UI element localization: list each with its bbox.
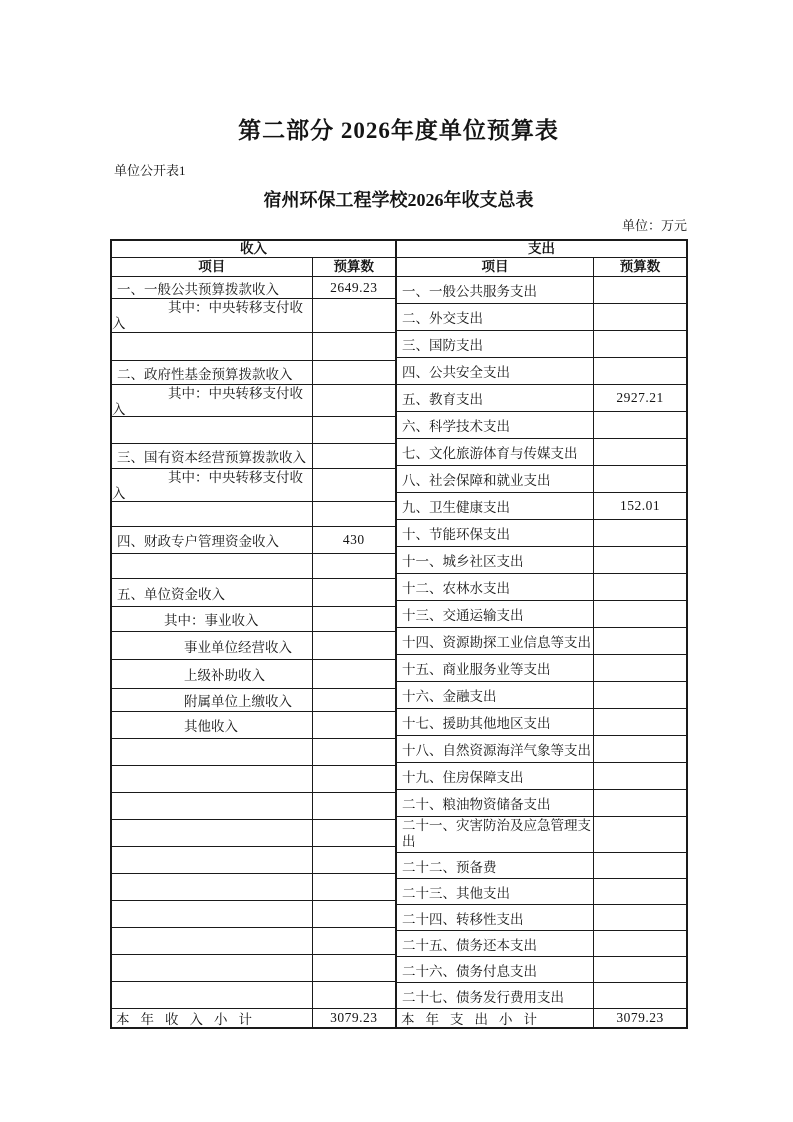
- income-total-row: [112, 1009, 395, 1027]
- expense-row: [397, 628, 686, 655]
- expense-item-cell: 三、国防支出: [397, 331, 594, 357]
- expense-row: [397, 879, 686, 905]
- income-value-cell: [313, 766, 395, 792]
- expense-value-cell: [594, 682, 686, 708]
- income-row: [112, 847, 395, 874]
- income-row: [112, 299, 395, 333]
- expense-row: [397, 466, 686, 493]
- income-row: [112, 739, 395, 766]
- expense-item-cell: 二十一、灾害防治及应急管理支出: [397, 817, 594, 852]
- income-item-cell: [112, 793, 313, 819]
- expense-row: [397, 304, 686, 331]
- expense-value-cell: [594, 763, 686, 789]
- income-row: [112, 502, 395, 527]
- expense-item-cell: 二十二、预备费: [397, 853, 594, 878]
- income-item-cell: 一、一般公共预算拨款收入: [112, 277, 313, 298]
- expense-row: [397, 655, 686, 682]
- expense-item-column-header: 项目: [397, 258, 594, 276]
- expense-row: [397, 905, 686, 931]
- expense-budget-column-header: 预算数: [619, 259, 661, 274]
- expense-item-cell: 四、公共安全支出: [397, 358, 594, 384]
- income-value-cell: [313, 820, 395, 846]
- expense-item-cell: 二十三、其他支出: [397, 879, 594, 904]
- income-item-cell: [112, 417, 313, 443]
- expense-value-cell: [594, 601, 686, 627]
- expense-row: [397, 520, 686, 547]
- income-item-cell: [112, 502, 313, 526]
- income-value-cell: [313, 793, 395, 819]
- expense-item-cell: 十、节能环保支出: [397, 520, 594, 546]
- expense-item-cell: 十二、农林水支出: [397, 574, 594, 600]
- expense-value-cell: [594, 547, 686, 573]
- income-row: [112, 689, 395, 712]
- unit-note: 单位：万元: [621, 218, 687, 233]
- expense-item-cell: 十九、住房保障支出: [397, 763, 594, 789]
- income-row: [112, 982, 395, 1009]
- expense-value-cell: [594, 466, 686, 492]
- expense-value-cell: [594, 331, 686, 357]
- income-value-cell: [313, 689, 395, 711]
- expense-item-cell: 十三、交通运输支出: [397, 601, 594, 627]
- income-rows: [112, 277, 395, 1009]
- expense-item-cell: 十一、城乡社区支出: [397, 547, 594, 573]
- expense-value-cell: 2927.21: [616, 390, 664, 405]
- expense-value-cell: [594, 957, 686, 982]
- income-value-cell: [313, 901, 395, 927]
- income-item-cell: [112, 955, 313, 981]
- income-item-cell: [112, 766, 313, 792]
- income-value-cell: [313, 928, 395, 954]
- expense-row: [397, 709, 686, 736]
- expense-value-cell: [594, 931, 686, 956]
- expense-row: [397, 853, 686, 879]
- income-row: [112, 793, 395, 820]
- income-column-headers: [112, 258, 395, 277]
- income-row: [112, 632, 395, 660]
- income-value-cell: [313, 739, 395, 765]
- income-item-column-header: 项目: [112, 258, 313, 276]
- income-item-cell: 上级补助收入: [112, 660, 313, 688]
- income-item-cell: [112, 847, 313, 873]
- income-row: [112, 527, 395, 554]
- expense-item-cell: 七、文化旅游体育与传媒支出: [397, 439, 594, 465]
- income-budget-column-header: 预算数: [333, 259, 375, 274]
- expense-value-cell: [594, 655, 686, 681]
- expense-value-cell: [594, 817, 686, 852]
- income-total-text: 本年收入小计: [116, 1012, 263, 1027]
- expense-row: [397, 331, 686, 358]
- income-value-cell: 430: [342, 532, 365, 547]
- income-row: [112, 712, 395, 739]
- income-item-cell: [112, 333, 313, 360]
- income-total-value: 3079.23: [330, 1010, 378, 1025]
- expense-item-cell: 十四、资源勘探工业信息等支出: [397, 628, 594, 654]
- income-row: [112, 579, 395, 607]
- income-item-cell: 二、政府性基金预算拨款收入: [112, 361, 313, 384]
- income-item-cell: 五、单位资金收入: [112, 579, 313, 606]
- income-item-cell: [112, 820, 313, 846]
- income-value-cell: [313, 955, 395, 981]
- income-row: [112, 277, 395, 299]
- income-item-cell: 其中：中央转移支付收入: [112, 299, 313, 332]
- income-item-cell: [112, 739, 313, 765]
- income-value-cell: [313, 417, 395, 443]
- expense-item-cell: 八、社会保障和就业支出: [397, 466, 594, 492]
- expense-item-cell: 二十六、债务付息支出: [397, 957, 594, 982]
- table-title: 宿州环保工程学校2026年收支总表: [263, 190, 534, 210]
- budget-table: [110, 239, 688, 1029]
- expense-row: [397, 763, 686, 790]
- expense-rows: [397, 277, 686, 1009]
- expense-item-cell: 二十七、债务发行费用支出: [397, 983, 594, 1008]
- expense-section: [397, 241, 686, 1027]
- income-value-cell: [313, 444, 395, 468]
- expense-item-cell: 十八、自然资源海洋气象等支出: [397, 736, 594, 762]
- expense-total-value: 3079.23: [616, 1010, 664, 1025]
- income-row: [112, 928, 395, 955]
- income-value-cell: [313, 607, 395, 631]
- income-value-cell: [313, 874, 395, 900]
- income-value-cell: [313, 469, 395, 501]
- income-value-cell: 2649.23: [330, 279, 378, 295]
- expense-value-cell: [594, 520, 686, 546]
- income-item-cell: 其他收入: [112, 712, 313, 738]
- income-item-cell: [112, 554, 313, 578]
- income-item-cell: [112, 874, 313, 900]
- expense-row: [397, 817, 686, 853]
- income-item-cell: 其中：中央转移支付收入: [112, 385, 313, 416]
- expense-row: [397, 493, 686, 520]
- income-row: [112, 469, 395, 502]
- income-value-cell: [313, 660, 395, 688]
- income-value-cell: [313, 361, 395, 384]
- income-row: [112, 333, 395, 361]
- income-value-cell: [313, 982, 395, 1008]
- income-row: [112, 874, 395, 901]
- expense-value-cell: [594, 358, 686, 384]
- expense-value-cell: 152.01: [619, 498, 661, 513]
- expense-item-cell: 五、教育支出: [397, 385, 594, 411]
- income-item-cell: 四、财政专户管理资金收入: [112, 527, 313, 553]
- expense-item-cell: 二、外交支出: [397, 304, 594, 330]
- expense-item-cell: 二十、粮油物资储备支出: [397, 790, 594, 816]
- expense-value-cell: [594, 983, 686, 1008]
- expense-row: [397, 439, 686, 466]
- table-label: 单位公开表1: [114, 163, 186, 178]
- income-value-cell: [313, 554, 395, 578]
- expense-item-cell: 十七、援助其他地区支出: [397, 709, 594, 735]
- income-row: [112, 901, 395, 928]
- expense-row: [397, 277, 686, 304]
- income-item-cell: [112, 901, 313, 927]
- expense-item-cell: 十六、金融支出: [397, 682, 594, 708]
- income-row: [112, 385, 395, 417]
- income-row: [112, 417, 395, 444]
- expense-section-header: 支出: [397, 241, 686, 258]
- income-row: [112, 554, 395, 579]
- income-row: [112, 766, 395, 793]
- expense-row: [397, 412, 686, 439]
- expense-row: [397, 736, 686, 763]
- expense-item-cell: 二十五、债务还本支出: [397, 931, 594, 956]
- expense-row: [397, 983, 686, 1009]
- income-value-cell: [313, 333, 395, 360]
- income-item-cell: 其中：中央转移支付收入: [112, 469, 313, 501]
- income-row: [112, 607, 395, 632]
- page-title: 第二部分 2026年度单位预算表: [238, 118, 559, 143]
- income-item-cell: 事业单位经营收入: [112, 632, 313, 659]
- expense-item-cell: 二十四、转移性支出: [397, 905, 594, 930]
- expense-total-text: 本年支出小计: [401, 1012, 548, 1027]
- income-value-cell: [313, 502, 395, 526]
- expense-row: [397, 682, 686, 709]
- income-section: [112, 241, 397, 1027]
- expense-item-cell: 一、一般公共服务支出: [397, 277, 594, 303]
- income-row: [112, 444, 395, 469]
- income-total-label: [112, 1009, 313, 1027]
- expense-item-cell: 九、卫生健康支出: [397, 493, 594, 519]
- expense-row: [397, 601, 686, 628]
- expense-row: [397, 385, 686, 412]
- income-item-cell: 其中：事业收入: [112, 607, 313, 631]
- income-value-cell: [313, 579, 395, 606]
- expense-value-cell: [594, 709, 686, 735]
- income-row: [112, 955, 395, 982]
- expense-value-cell: [594, 905, 686, 930]
- expense-value-cell: [594, 853, 686, 878]
- income-row: [112, 660, 395, 689]
- expense-total-label: [397, 1009, 594, 1027]
- income-value-cell: [313, 847, 395, 873]
- expense-value-cell: [594, 628, 686, 654]
- income-value-cell: [313, 632, 395, 659]
- expense-row: [397, 358, 686, 385]
- income-item-cell: [112, 982, 313, 1008]
- expense-row: [397, 547, 686, 574]
- income-item-cell: 附属单位上缴收入: [112, 689, 313, 711]
- expense-total-row: [397, 1009, 686, 1027]
- expense-row: [397, 957, 686, 983]
- expense-item-cell: 十五、商业服务业等支出: [397, 655, 594, 681]
- income-row: [112, 820, 395, 847]
- income-value-cell: [313, 385, 395, 416]
- expense-value-cell: [594, 439, 686, 465]
- expense-row: [397, 790, 686, 817]
- income-value-cell: [313, 299, 395, 332]
- income-item-cell: 三、国有资本经营预算拨款收入: [112, 444, 313, 468]
- expense-value-cell: [594, 879, 686, 904]
- expense-value-cell: [594, 790, 686, 816]
- expense-value-cell: [594, 277, 686, 303]
- expense-value-cell: [594, 304, 686, 330]
- income-value-cell: [313, 712, 395, 738]
- income-item-cell: [112, 928, 313, 954]
- expense-value-cell: [594, 412, 686, 438]
- expense-item-cell: 六、科学技术支出: [397, 412, 594, 438]
- income-row: [112, 361, 395, 385]
- expense-value-cell: [594, 574, 686, 600]
- expense-row: [397, 574, 686, 601]
- income-section-header: 收入: [112, 241, 395, 258]
- expense-row: [397, 931, 686, 957]
- expense-column-headers: [397, 258, 686, 277]
- expense-value-cell: [594, 736, 686, 762]
